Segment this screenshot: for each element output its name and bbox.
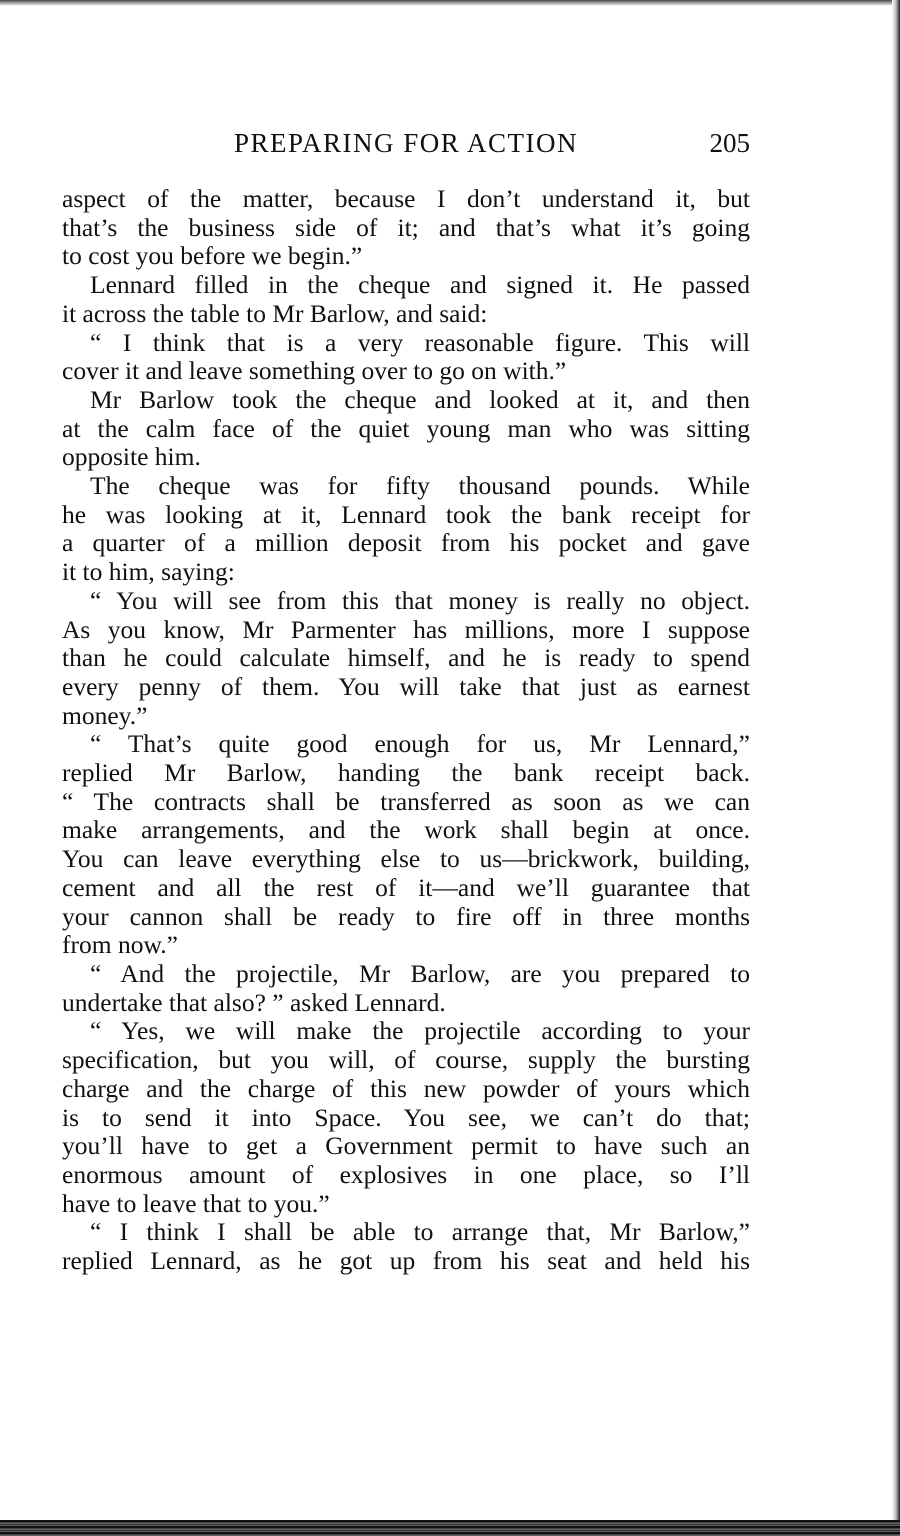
page-number: 205 bbox=[709, 128, 750, 158]
text-line: every penny of them. You will take that just as earnest bbox=[62, 671, 750, 701]
text-line: you’ll have to get a Government permit to have such an bbox=[62, 1131, 750, 1161]
text-line: than he could calculate himself, and he is ready to spend bbox=[62, 643, 750, 673]
text-line: “ You will see from this that money is really no object. bbox=[90, 585, 750, 615]
text-line: replied Mr Barlow, handing the bank receipt back. bbox=[62, 758, 750, 788]
text-line: he was looking at it, Lennard took the bank receipt for bbox=[62, 499, 750, 529]
text-line: aspect of the matter, because I don’t understand it, but bbox=[62, 184, 750, 213]
paragraph bbox=[62, 960, 750, 1017]
page-top-edge bbox=[0, 0, 900, 6]
text-line: “ I think I shall be able to arrange that, Mr Barlow,” bbox=[90, 1217, 750, 1247]
text-line: is to send it into Space. You see, we can’t do that; bbox=[62, 1102, 750, 1132]
running-title: PREPARING FOR ACTION bbox=[233, 128, 579, 158]
text-line: a quarter of a million deposit from his pocket and gave bbox=[62, 528, 750, 558]
paragraph bbox=[62, 730, 750, 960]
text-line: specification, but you will, of course, supply the bursting bbox=[62, 1045, 750, 1075]
paragraph bbox=[62, 329, 750, 386]
text-line: replied Lennard, as he got up from his seat and held his bbox=[62, 1246, 750, 1276]
paragraph bbox=[62, 185, 750, 271]
text-line: As you know, Mr Parmenter has millions, more I suppose bbox=[62, 614, 750, 644]
text-line: it across the table to Mr Barlow, and said: bbox=[62, 298, 488, 328]
text-line: from now.” bbox=[62, 930, 178, 960]
body-text bbox=[62, 185, 750, 1276]
text-line: charge and the charge of this new powder of yours which bbox=[62, 1073, 750, 1103]
text-line: Lennard filled in the cheque and signed it. He passed bbox=[90, 270, 750, 300]
text-line: The cheque was for fifty thousand pounds. While bbox=[90, 471, 750, 501]
text-line: that’s the business side of it; and that’s what it’s going bbox=[62, 212, 750, 242]
paragraph bbox=[62, 587, 750, 731]
text-line: at the calm face of the quiet young man who was sitting bbox=[62, 413, 750, 443]
paragraph bbox=[62, 386, 750, 472]
paragraph bbox=[62, 1017, 750, 1218]
text-line: Mr Barlow took the cheque and looked at it, and then bbox=[90, 384, 750, 414]
paragraph bbox=[62, 1218, 750, 1275]
text-line: “ That’s quite good enough for us, Mr Lennard,” bbox=[90, 729, 750, 759]
text-line: make arrangements, and the work shall begin at once. bbox=[62, 815, 750, 845]
text-line: money.” bbox=[62, 700, 148, 730]
text-line: “ Yes, we will make the projectile according to your bbox=[90, 1016, 750, 1046]
text-line: your cannon shall be ready to fire off in three months bbox=[62, 901, 750, 931]
text-line: to cost you before we begin.” bbox=[62, 241, 363, 271]
page-bottom-edge bbox=[0, 1520, 900, 1536]
text-line: cover it and leave something over to go on with.” bbox=[62, 356, 567, 386]
text-line: opposite him. bbox=[62, 442, 201, 472]
text-line: “ The contracts shall be transferred as soon as we can bbox=[62, 786, 750, 816]
page-header bbox=[62, 128, 750, 168]
text-line: “ I think that is a very reasonable figure. This will bbox=[90, 327, 750, 357]
page-right-edge bbox=[892, 0, 900, 1536]
text-line: have to leave that to you.” bbox=[62, 1188, 330, 1218]
text-line: enormous amount of explosives in one place, so I’ll bbox=[62, 1159, 750, 1189]
text-line: You can leave everything else to us—brickwork, building, bbox=[62, 844, 750, 874]
paragraph bbox=[62, 271, 750, 328]
text-line: cement and all the rest of it—and we’ll guarantee that bbox=[62, 872, 750, 902]
text-line: it to him, saying: bbox=[62, 557, 235, 587]
text-line: “ And the projectile, Mr Barlow, are you prepared to bbox=[90, 958, 750, 988]
paragraph bbox=[62, 472, 750, 587]
text-line: undertake that also? ” asked Lennard. bbox=[62, 987, 446, 1017]
